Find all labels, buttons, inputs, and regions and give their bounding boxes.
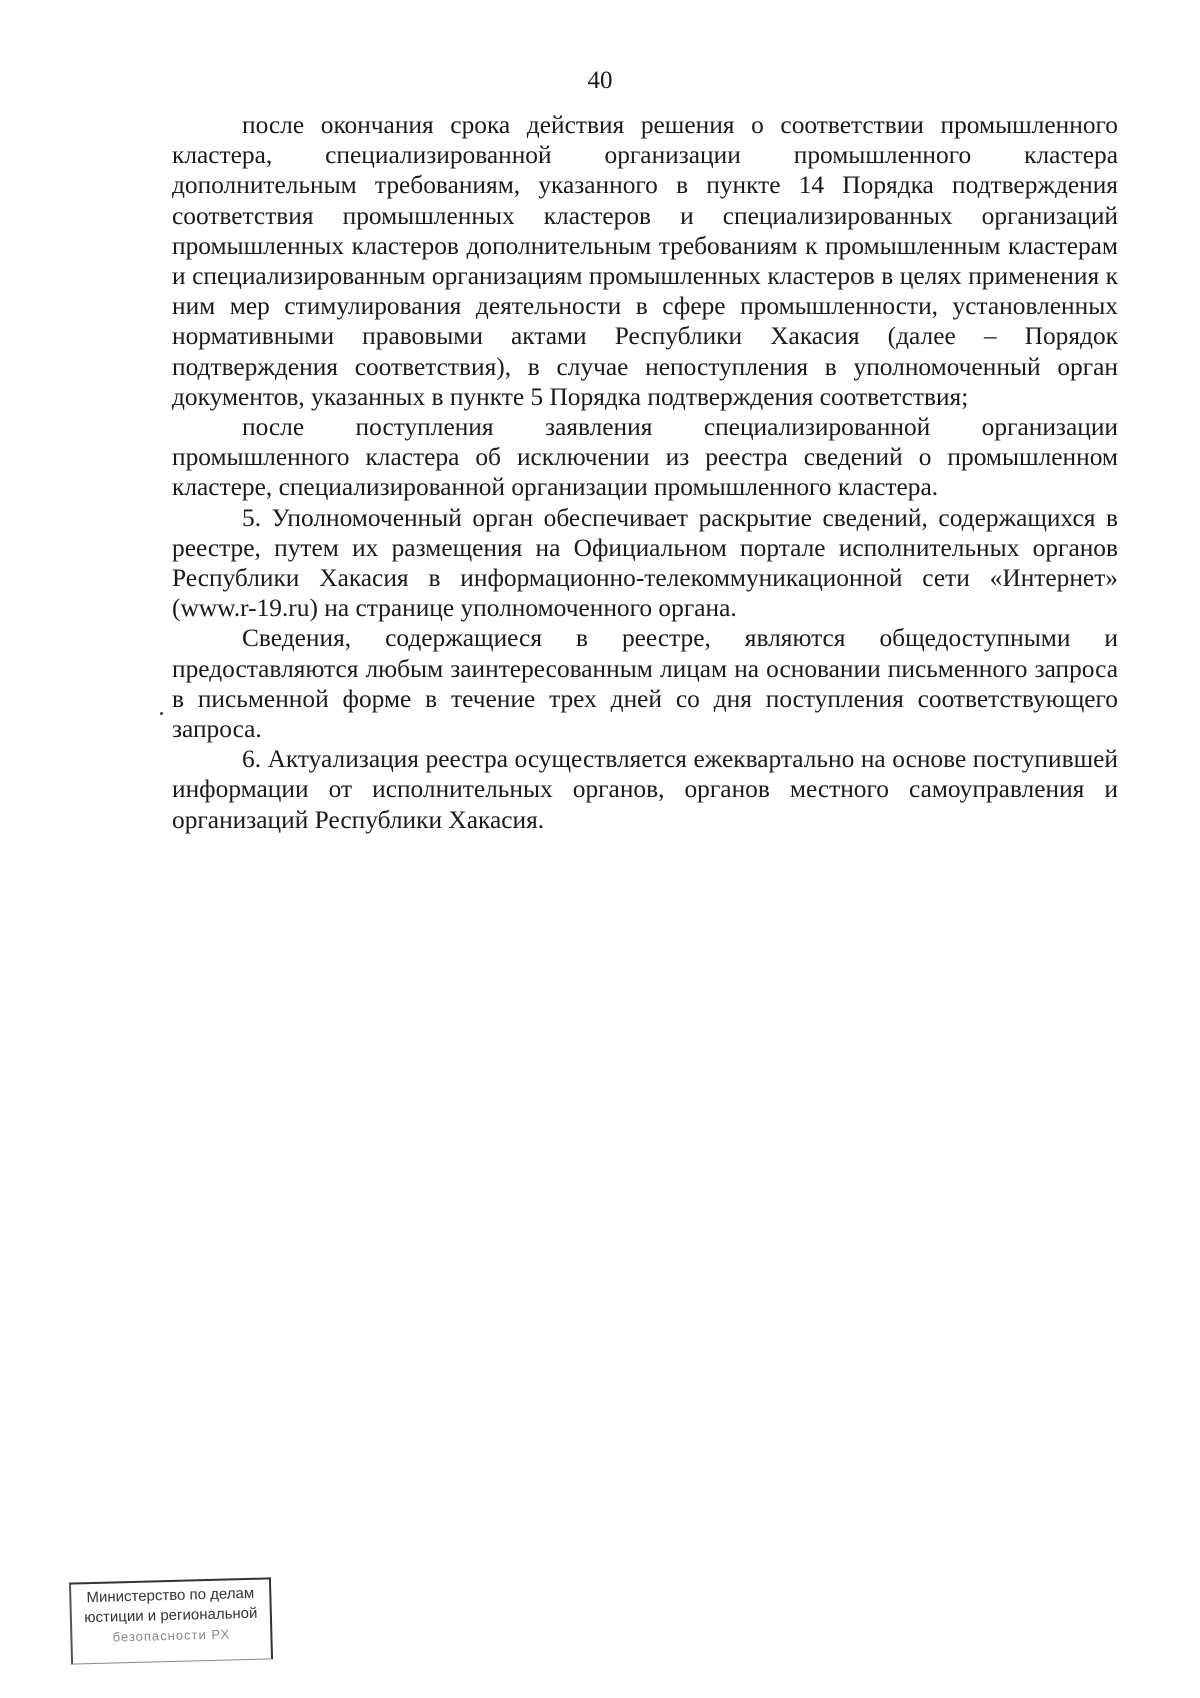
scan-speck — [160, 712, 163, 715]
stamp-line-1: Министерство по делам — [86, 1584, 255, 1607]
paragraph-public-access: Сведения, содержащиеся в реестре, являются общедоступными и предоставляются любым заинтересованным лицам на основании письменного запроса в письменной форме в течение трех дней со дня поступления соответствующего запроса. — [172, 624, 1118, 744]
paragraph-cluster-expiry: после окончания срока действия решения о соответствии промышленного кластера, специализированной организации промышленного кластера дополнительным требованиям, указанного в пункте 14 Порядка подтверждения соответствия промышленных кластеров и специализированных организаций промышленных кластеров дополнительным требованиям к промышленным кластерам и специализированным организациям промышленных кластеров в целях применения к ним мер стимулирования деятельности в сфере промышленности, установленных нормативными правовыми актами Республики Хакасия (далее – Порядок подтверждения соответствия), в случае непоступления в уполномоченный орган документов, указанных в пункте 5 Порядка подтверждения соответствия; — [172, 111, 1118, 411]
paragraph-exclusion-request: после поступления заявления специализированной организации промышленного кластера об исключении из реестра сведений о промышленном кластере, специализированной организации промышленного кластера. — [172, 413, 1118, 502]
stamp-line-3: безопасности РХ — [112, 1626, 231, 1645]
paragraph-5-disclosure: 5. Уполномоченный орган обеспечивает раскрытие сведений, содержащихся в реестре, путем их размещения на Официальном портале исполнительных органов Республики Хакасия в информационно-телекоммуникационной сети «Интернет» (www.r-19.ru) на странице уполномоченного органа. — [172, 503, 1118, 623]
stamp-line-2: юстиции и региональной — [84, 1604, 258, 1627]
page-number: 40 — [587, 67, 613, 94]
ministry-stamp — [69, 1577, 273, 1664]
document-body — [172, 110, 1118, 835]
paragraph-6-update: 6. Актуализация реестра осуществляется ежеквартально на основе поступившей информации от исполнительных органов, органов местного самоуправления и организаций Республики Хакасия. — [172, 745, 1118, 834]
